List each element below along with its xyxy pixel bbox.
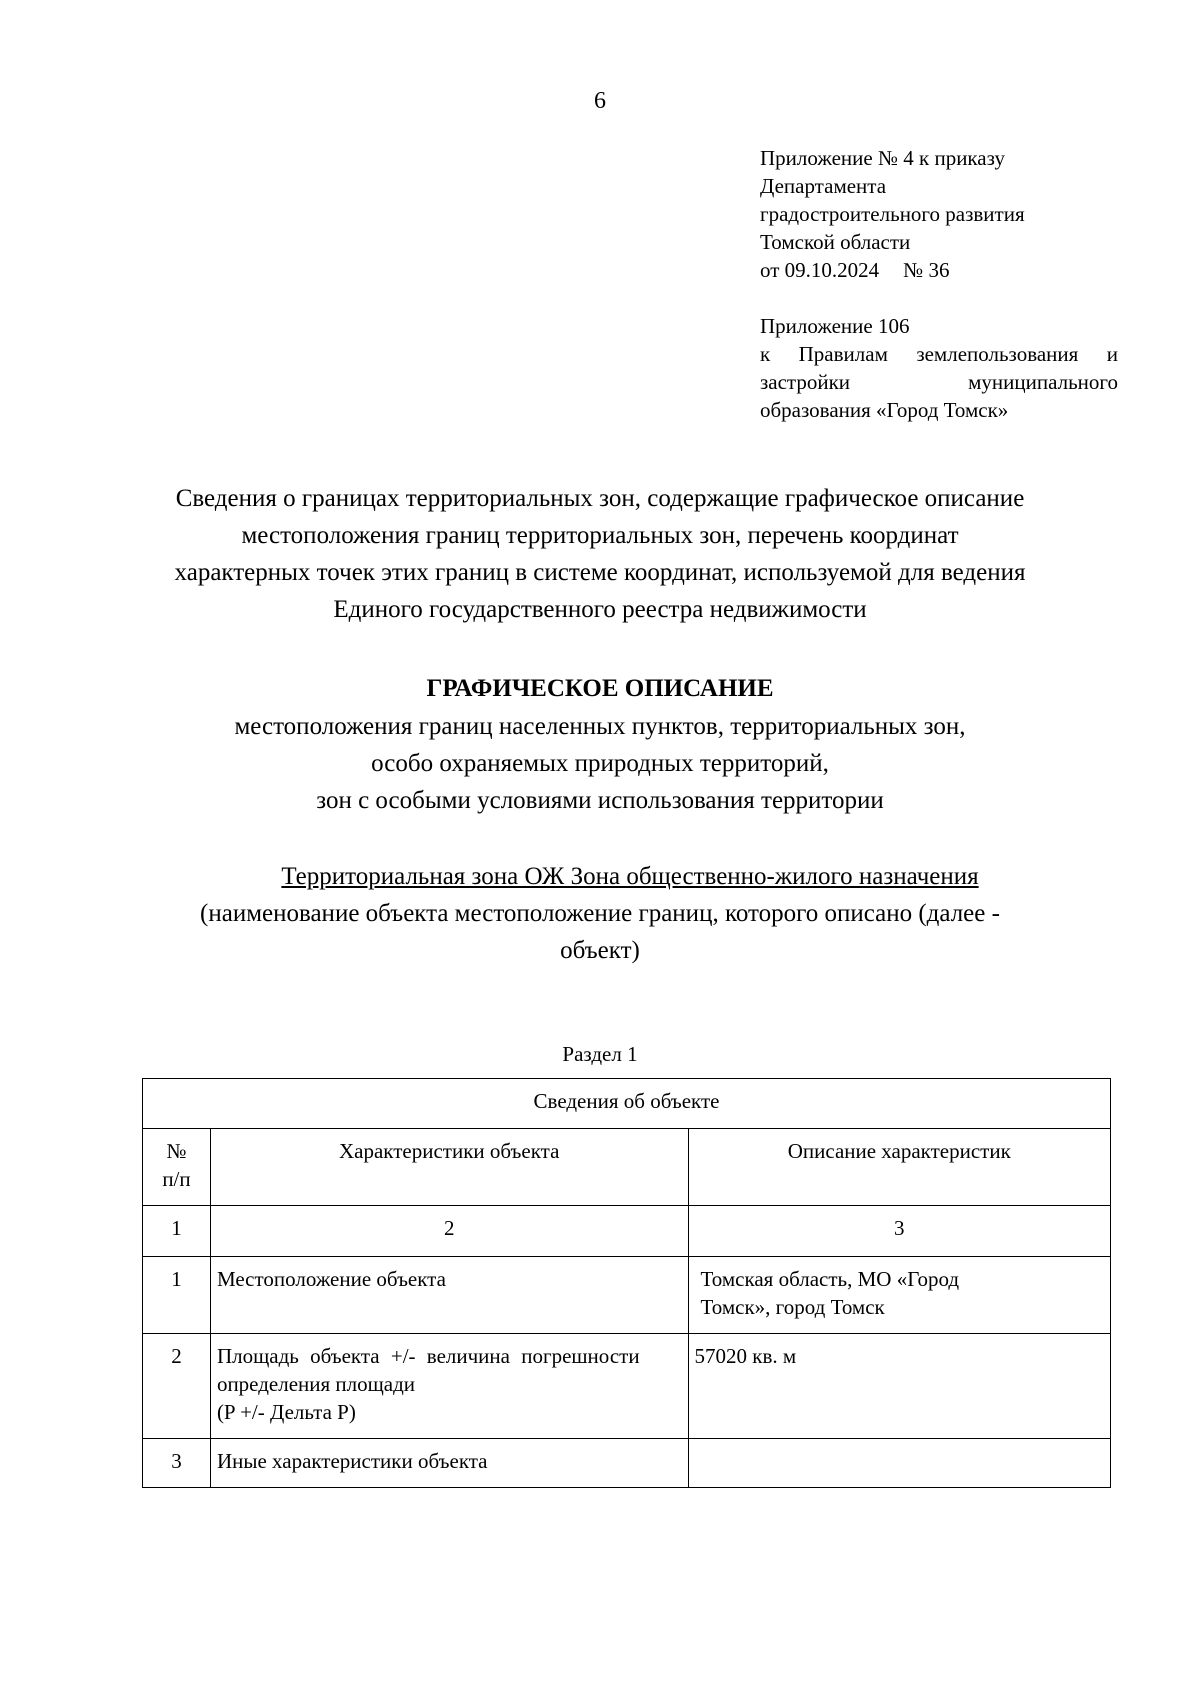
table-title-row bbox=[143, 1079, 1111, 1129]
appendix-order-line: Томской области bbox=[760, 230, 911, 254]
appendix-order-line: Департамента bbox=[760, 174, 887, 198]
order-number: № 36 bbox=[903, 258, 950, 282]
table-header-row bbox=[143, 1129, 1111, 1206]
graphic-sub-line: зон с особыми условиями использования территории bbox=[316, 787, 884, 814]
object-block bbox=[100, 858, 1100, 969]
word: к bbox=[760, 342, 771, 366]
header-num-line: п/п bbox=[162, 1167, 191, 1191]
row-characteristic: Местоположение объекта bbox=[210, 1257, 688, 1334]
object-name-line bbox=[100, 858, 1100, 895]
object-name: Территориальная зона ОЖ Зона общественно-жилого назначения bbox=[281, 863, 979, 890]
appendix-order-block bbox=[760, 144, 1118, 284]
header-num bbox=[143, 1129, 211, 1206]
intro-line: местоположения границ территориальных зон, перечень координат bbox=[241, 522, 959, 549]
word: землепользования bbox=[916, 342, 1079, 366]
section-label: Раздел 1 bbox=[562, 1042, 638, 1066]
table-title: Сведения об объекте bbox=[143, 1079, 1111, 1129]
appendix-order-date-line bbox=[760, 256, 1118, 284]
object-info-table bbox=[142, 1078, 1111, 1488]
order-date: от 09.10.2024 bbox=[760, 258, 880, 282]
column-number-row bbox=[143, 1206, 1111, 1257]
appendix-rules-line: образования «Город Томск» bbox=[760, 398, 1009, 422]
row-characteristic: Иные характеристики объекта bbox=[210, 1439, 688, 1488]
appendix-rules-line: Приложение 106 bbox=[760, 314, 910, 338]
appendix-rules-block bbox=[760, 312, 1118, 424]
row-description-line: Томск», город Томск bbox=[700, 1295, 885, 1319]
row-num: 1 bbox=[143, 1257, 211, 1334]
column-number: 1 bbox=[143, 1206, 211, 1257]
object-note-line: (наименование объекта местоположение границ, которого описано (далее - bbox=[200, 900, 1000, 927]
column-number: 3 bbox=[688, 1206, 1111, 1257]
intro-line: Сведения о границах территориальных зон, содержащие графическое описание bbox=[175, 485, 1025, 512]
row-num: 2 bbox=[143, 1334, 211, 1439]
column-number: 2 bbox=[210, 1206, 688, 1257]
row-description bbox=[688, 1257, 1111, 1334]
intro-heading bbox=[100, 480, 1100, 628]
word: Правилам bbox=[798, 342, 888, 366]
graphic-description-subtitle bbox=[100, 708, 1100, 819]
row-characteristic-text: Площадь объекта +/- величина погрешности bbox=[216, 1344, 640, 1368]
header-num-line: № bbox=[166, 1139, 187, 1163]
row-characteristic bbox=[210, 1334, 688, 1439]
intro-line: Единого государственного реестра недвижимости bbox=[333, 596, 867, 623]
object-note-line: объект) bbox=[560, 937, 640, 964]
row-num: 3 bbox=[143, 1439, 211, 1488]
row-description bbox=[688, 1439, 1111, 1488]
word: и bbox=[1106, 342, 1118, 366]
appendix-order-line: градостроительного развития bbox=[760, 202, 1025, 226]
appendix-order-line: Приложение № 4 к приказу bbox=[760, 146, 1005, 170]
word: муниципального bbox=[968, 370, 1118, 394]
graphic-sub-line: местоположения границ населенных пунктов, территориальных зон, bbox=[234, 713, 966, 740]
appendix-rules-line-justified bbox=[760, 368, 1118, 396]
page-number: 6 bbox=[594, 88, 606, 114]
row-characteristic-line: определения площади bbox=[216, 1372, 416, 1396]
row-characteristic-line: (P +/- Дельта P) bbox=[216, 1400, 356, 1424]
row-description-line: Томская область, МО «Город bbox=[700, 1267, 960, 1291]
graphic-sub-line: особо охраняемых природных территорий, bbox=[371, 750, 829, 777]
table-row bbox=[143, 1257, 1111, 1334]
header-description: Описание характеристик bbox=[688, 1129, 1111, 1206]
graphic-description-title: ГРАФИЧЕСКОЕ ОПИСАНИЕ bbox=[426, 675, 774, 702]
table-row bbox=[143, 1334, 1111, 1439]
header-characteristics: Характеристики объекта bbox=[210, 1129, 688, 1206]
intro-line: характерных точек этих границ в системе координат, используемой для ведения bbox=[174, 559, 1026, 586]
row-characteristic-line bbox=[217, 1342, 682, 1370]
table-row bbox=[143, 1439, 1111, 1488]
word: застройки bbox=[760, 370, 851, 394]
appendix-rules-line-justified bbox=[760, 340, 1118, 368]
row-description: 57020 кв. м bbox=[688, 1334, 1111, 1439]
